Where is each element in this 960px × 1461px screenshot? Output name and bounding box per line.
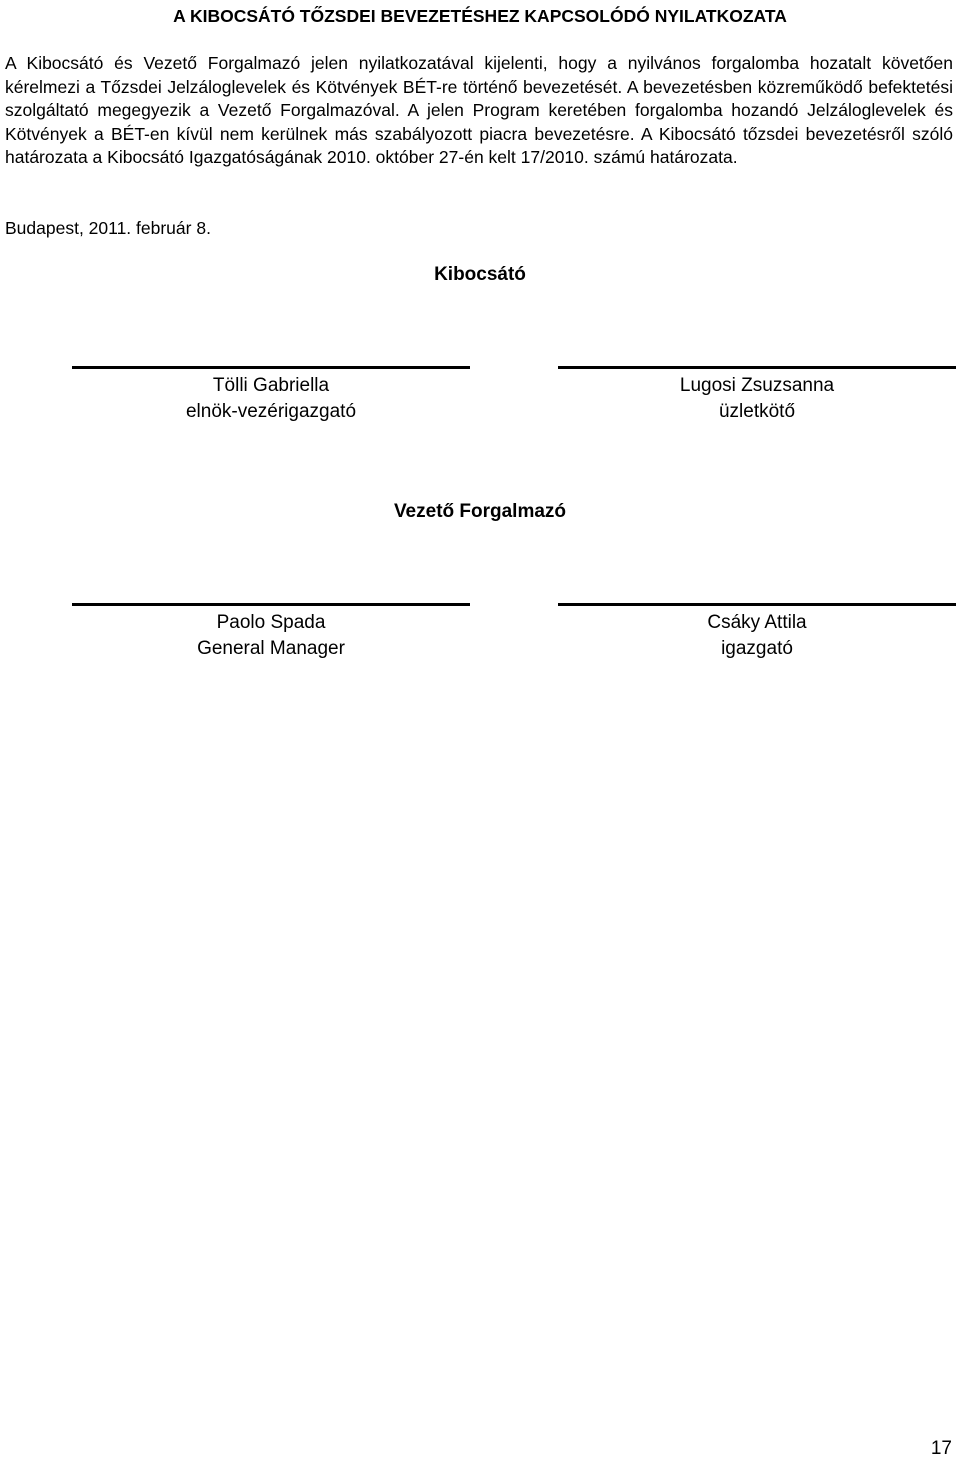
signature-line bbox=[72, 603, 470, 606]
lead-manager-title: Vezető Forgalmazó bbox=[393, 501, 567, 522]
issuer-title: Kibocsátó bbox=[434, 264, 526, 285]
signature-block-manager-2 bbox=[558, 603, 956, 662]
signature-line bbox=[558, 603, 956, 606]
signatory-role: igazgató bbox=[721, 638, 793, 659]
signature-line bbox=[72, 366, 470, 369]
signature-block-manager-1 bbox=[72, 603, 470, 662]
signature-block-issuer-2 bbox=[558, 366, 956, 425]
signatory-name: Lugosi Zsuzsanna bbox=[679, 375, 835, 396]
signature-line bbox=[558, 366, 956, 369]
declaration-paragraph: A Kibocsátó és Vezető Forgalmazó jelen nyilatkozatával kijelenti, hogy a nyilvános forgalomba hozatalt követően kérelmezi a Tőzsdei Jelzáloglevelek és Kötvények BÉT-re történő bevezetését. A bevezetésben közreműködő befektetési szolgáltató megegyezik a Vezető Forgalmazóval. A jelen Program keretében forgalomba hozandó Jelzáloglevelek és Kötvények a BÉT-en kívül nem kerülnek más szabályozott piacra bevezetésre. A Kibocsátó tőzsdei bevezetésről szóló határozata a Kibocsátó Igazgatóságának 2010. október 27-én kelt 17/2010. számú határozata. bbox=[5, 53, 953, 167]
signatory-role: General Manager bbox=[197, 638, 345, 659]
signatory-name: Tölli Gabriella bbox=[212, 375, 330, 396]
signatory-name: Paolo Spada bbox=[216, 612, 326, 633]
signatory-role: elnök-vezérigazgató bbox=[185, 401, 357, 422]
signatory-role: üzletkötő bbox=[718, 401, 796, 422]
signatory-name: Csáky Attila bbox=[707, 612, 807, 633]
place-and-date: Budapest, 2011. február 8. bbox=[5, 218, 211, 238]
page-number: 17 bbox=[930, 1438, 952, 1459]
signature-block-issuer-1 bbox=[72, 366, 470, 425]
declaration-heading: A KIBOCSÁTÓ TŐZSDEI BEVEZETÉSHEZ KAPCSOLÓDÓ NYILATKOZATA bbox=[173, 6, 787, 26]
